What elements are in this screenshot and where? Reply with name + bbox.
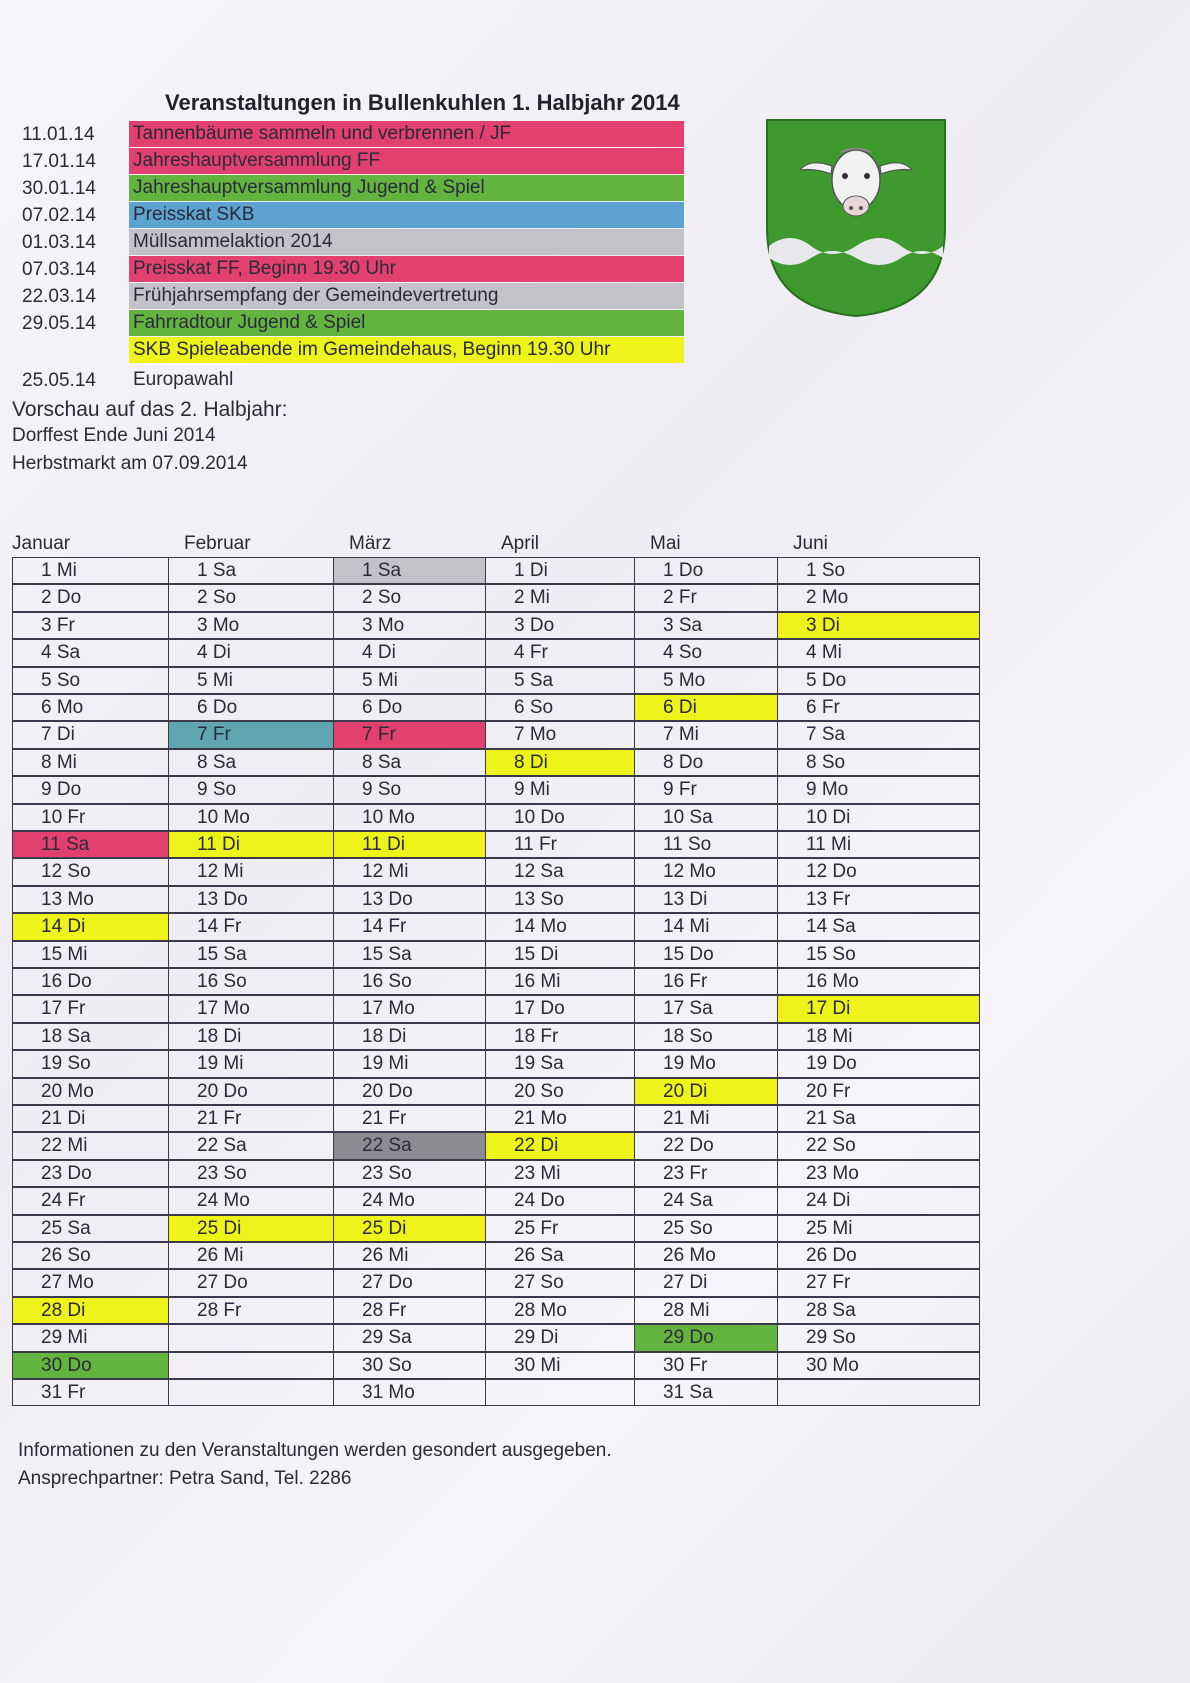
calendar-day-cell: 27 Do (168, 1269, 334, 1296)
event-date: 17.01.14 (22, 151, 96, 172)
calendar-day-cell: 11 Di (168, 831, 334, 858)
calendar-day-cell: 3 Do (485, 612, 635, 639)
calendar-day-cell: 30 Mo (777, 1352, 980, 1379)
calendar-day-cell: 23 Mo (777, 1160, 980, 1187)
calendar-day-cell: 20 So (485, 1078, 635, 1105)
calendar-day-cell: 29 Sa (333, 1324, 486, 1351)
calendar-day-cell: 23 Fr (634, 1160, 778, 1187)
calendar-day-cell: 25 So (634, 1215, 778, 1242)
calendar-day-cell: 11 So (634, 831, 778, 858)
calendar-day-cell: 6 Mo (12, 694, 169, 721)
calendar-day-cell: 18 Mi (777, 1023, 980, 1050)
calendar-day-cell (168, 1324, 334, 1351)
calendar-day-cell (777, 1379, 980, 1406)
calendar-day-cell: 2 Do (12, 584, 169, 611)
calendar-day-cell: 2 So (333, 584, 486, 611)
calendar-day-cell: 5 Mo (634, 667, 778, 694)
calendar-day-cell: 23 So (168, 1160, 334, 1187)
calendar-day-cell: 17 Di (777, 995, 980, 1022)
calendar-day-cell: 11 Mi (777, 831, 980, 858)
calendar-day-cell: 26 So (12, 1242, 169, 1269)
event-text: Fahrradtour Jugend & Spiel (129, 310, 684, 336)
calendar-day-cell: 2 Mo (777, 584, 980, 611)
calendar-day-cell: 29 Do (634, 1324, 778, 1351)
calendar-day-cell: 13 Mo (12, 886, 169, 913)
calendar-day-cell: 29 Di (485, 1324, 635, 1351)
calendar-day-cell: 7 Mi (634, 721, 778, 748)
calendar-day-cell: 7 Sa (777, 721, 980, 748)
calendar-day-cell: 16 Mo (777, 968, 980, 995)
calendar-day-cell: 9 Fr (634, 776, 778, 803)
calendar-day-cell: 14 Di (12, 913, 169, 940)
calendar-day-cell: 8 Do (634, 749, 778, 776)
preview-item: Herbstmarkt am 07.09.2014 (12, 453, 248, 474)
calendar-day-cell: 13 So (485, 886, 635, 913)
calendar-day-cell: 26 Mo (634, 1242, 778, 1269)
calendar-day-cell: 25 Fr (485, 1215, 635, 1242)
calendar-day-cell: 14 Mi (634, 913, 778, 940)
calendar-day-cell: 4 Sa (12, 639, 169, 666)
calendar-day-cell: 3 Di (777, 612, 980, 639)
calendar-day-cell: 14 Fr (168, 913, 334, 940)
calendar-day-cell: 8 Sa (168, 749, 334, 776)
calendar-day-cell: 1 Sa (168, 557, 334, 584)
calendar-day-cell: 10 Do (485, 804, 635, 831)
calendar-day-cell: 12 Sa (485, 858, 635, 885)
event-date: 30.01.14 (22, 178, 96, 199)
event-text: Tannenbäume sammeln und verbrennen / JF (129, 121, 684, 147)
event-row (22, 202, 692, 228)
calendar-day-cell: 26 Sa (485, 1242, 635, 1269)
calendar-day-cell: 1 Do (634, 557, 778, 584)
calendar-day-cell: 30 Mi (485, 1352, 635, 1379)
calendar-day-cell: 8 Mi (12, 749, 169, 776)
calendar-day-cell: 4 Di (168, 639, 334, 666)
calendar-day-cell: 3 Mo (168, 612, 334, 639)
calendar-day-cell: 16 Fr (634, 968, 778, 995)
calendar-day-cell (168, 1379, 334, 1406)
calendar-day-cell: 6 Fr (777, 694, 980, 721)
calendar-day-cell: 5 Mi (168, 667, 334, 694)
calendar-day-cell: 17 Do (485, 995, 635, 1022)
calendar-day-cell: 27 Mo (12, 1269, 169, 1296)
calendar-day-cell: 6 Do (168, 694, 334, 721)
calendar-day-cell: 10 Mo (333, 804, 486, 831)
calendar-day-cell: 18 So (634, 1023, 778, 1050)
calendar-day-cell: 22 Sa (168, 1132, 334, 1159)
calendar-day-cell: 29 Mi (12, 1324, 169, 1351)
calendar-day-cell: 17 Mo (333, 995, 486, 1022)
calendar-day-cell: 2 So (168, 584, 334, 611)
calendar-day-cell: 27 So (485, 1269, 635, 1296)
calendar-day-cell: 27 Do (333, 1269, 486, 1296)
calendar-day-cell: 20 Do (333, 1078, 486, 1105)
calendar-day-cell: 15 So (777, 941, 980, 968)
event-row (22, 367, 692, 393)
calendar-day-cell: 26 Mi (168, 1242, 334, 1269)
calendar-day-cell: 4 Di (333, 639, 486, 666)
coat-of-arms-icon (765, 118, 947, 318)
preview-item: Dorffest Ende Juni 2014 (12, 425, 216, 446)
event-text: SKB Spieleabende im Gemeindehaus, Beginn 19.30 Uhr (129, 337, 684, 363)
calendar-day-cell: 13 Fr (777, 886, 980, 913)
calendar-day-cell: 5 So (12, 667, 169, 694)
calendar-day-cell: 18 Fr (485, 1023, 635, 1050)
calendar-day-cell: 21 Mo (485, 1105, 635, 1132)
calendar-day-cell: 28 Di (12, 1297, 169, 1324)
calendar-day-cell: 22 Mi (12, 1132, 169, 1159)
calendar-day-cell: 20 Mo (12, 1078, 169, 1105)
calendar-day-cell: 18 Sa (12, 1023, 169, 1050)
event-date: 29.05.14 (22, 313, 96, 334)
calendar-day-cell: 18 Di (333, 1023, 486, 1050)
calendar-day-cell: 12 Mi (333, 858, 486, 885)
calendar-day-cell: 20 Fr (777, 1078, 980, 1105)
calendar-day-cell: 12 Do (777, 858, 980, 885)
calendar-day-cell: 26 Mi (333, 1242, 486, 1269)
calendar-day-cell: 16 So (333, 968, 486, 995)
calendar-day-cell: 10 Sa (634, 804, 778, 831)
calendar-day-cell: 12 Mo (634, 858, 778, 885)
calendar-day-cell: 31 Sa (634, 1379, 778, 1406)
event-date: 07.02.14 (22, 205, 96, 226)
calendar-day-cell: 4 Mi (777, 639, 980, 666)
calendar-day-cell: 28 Fr (168, 1297, 334, 1324)
calendar-day-cell: 28 Fr (333, 1297, 486, 1324)
event-row (22, 310, 692, 336)
calendar-day-cell: 7 Mo (485, 721, 635, 748)
calendar-day-cell: 19 Mo (634, 1050, 778, 1077)
calendar-day-cell: 24 Do (485, 1187, 635, 1214)
calendar-day-cell: 24 Mo (333, 1187, 486, 1214)
calendar-day-cell: 27 Di (634, 1269, 778, 1296)
calendar-day-cell: 1 So (777, 557, 980, 584)
calendar-day-cell: 24 Mo (168, 1187, 334, 1214)
calendar-day-cell: 18 Di (168, 1023, 334, 1050)
calendar-day-cell: 6 So (485, 694, 635, 721)
calendar-day-cell: 28 Mi (634, 1297, 778, 1324)
calendar-day-cell: 8 Di (485, 749, 635, 776)
calendar-day-cell: 9 Mi (485, 776, 635, 803)
event-row (22, 337, 692, 363)
calendar-day-cell: 10 Di (777, 804, 980, 831)
event-text: Preisskat FF, Beginn 19.30 Uhr (129, 256, 684, 282)
calendar-day-cell: 4 So (634, 639, 778, 666)
event-date: 11.01.14 (22, 124, 95, 145)
calendar-day-cell: 5 Sa (485, 667, 635, 694)
month-header: Februar (184, 533, 251, 554)
calendar-day-cell: 20 Di (634, 1078, 778, 1105)
calendar-day-cell: 4 Fr (485, 639, 635, 666)
event-date: 22.03.14 (22, 286, 96, 307)
calendar-day-cell: 24 Sa (634, 1187, 778, 1214)
calendar-day-cell: 19 Do (777, 1050, 980, 1077)
calendar-day-cell: 22 Di (485, 1132, 635, 1159)
event-text: Preisskat SKB (129, 202, 684, 228)
event-row (22, 283, 692, 309)
calendar-day-cell: 24 Di (777, 1187, 980, 1214)
calendar-day-cell: 21 Sa (777, 1105, 980, 1132)
calendar-day-cell: 14 Mo (485, 913, 635, 940)
calendar-day-cell: 13 Do (168, 886, 334, 913)
calendar-day-cell: 14 Fr (333, 913, 486, 940)
calendar-day-cell: 20 Do (168, 1078, 334, 1105)
footer-contact: Ansprechpartner: Petra Sand, Tel. 2286 (18, 1468, 352, 1489)
calendar-day-cell: 25 Di (168, 1215, 334, 1242)
event-row (22, 175, 692, 201)
calendar-day-cell: 31 Mo (333, 1379, 486, 1406)
calendar-day-cell: 19 Mi (333, 1050, 486, 1077)
calendar-day-cell: 24 Fr (12, 1187, 169, 1214)
calendar-day-cell: 21 Di (12, 1105, 169, 1132)
calendar-day-cell: 17 Mo (168, 995, 334, 1022)
calendar-day-cell: 8 So (777, 749, 980, 776)
event-date: 01.03.14 (22, 232, 96, 253)
calendar-day-cell: 8 Sa (333, 749, 486, 776)
month-header: Mai (650, 533, 681, 554)
calendar-day-cell: 19 Sa (485, 1050, 635, 1077)
calendar-day-cell: 15 Mi (12, 941, 169, 968)
calendar-day-cell: 25 Sa (12, 1215, 169, 1242)
calendar-day-cell: 28 Sa (777, 1297, 980, 1324)
calendar-day-cell: 17 Sa (634, 995, 778, 1022)
calendar-day-cell: 15 Sa (333, 941, 486, 968)
calendar-day-cell: 16 Mi (485, 968, 635, 995)
event-row (22, 121, 692, 147)
calendar-day-cell: 6 Do (333, 694, 486, 721)
calendar-day-cell: 30 So (333, 1352, 486, 1379)
month-header: Januar (12, 533, 71, 554)
calendar-day-cell: 1 Mi (12, 557, 169, 584)
calendar-day-cell: 30 Fr (634, 1352, 778, 1379)
page-title: Veranstaltungen in Bullenkuhlen 1. Halbjahr 2014 (165, 90, 680, 115)
calendar-day-cell: 3 Sa (634, 612, 778, 639)
calendar-day-cell: 22 Sa (333, 1132, 486, 1159)
calendar-day-cell: 2 Mi (485, 584, 635, 611)
calendar-day-cell: 6 Di (634, 694, 778, 721)
calendar-day-cell: 10 Fr (12, 804, 169, 831)
event-text: Müllsammelaktion 2014 (129, 229, 684, 255)
calendar-day-cell: 28 Mo (485, 1297, 635, 1324)
calendar-day-cell (168, 1352, 334, 1379)
calendar-day-cell: 21 Fr (333, 1105, 486, 1132)
event-text: Jahreshauptversammlung FF (129, 148, 684, 174)
calendar-day-cell: 7 Di (12, 721, 169, 748)
calendar-day-cell: 23 Mi (485, 1160, 635, 1187)
calendar-day-cell: 5 Mi (333, 667, 486, 694)
calendar-day-cell: 25 Di (333, 1215, 486, 1242)
event-date: 25.05.14 (22, 370, 96, 391)
calendar-day-cell: 17 Fr (12, 995, 169, 1022)
calendar-day-cell: 15 Sa (168, 941, 334, 968)
calendar-day-cell: 15 Do (634, 941, 778, 968)
calendar-day-cell: 15 Di (485, 941, 635, 968)
calendar-day-cell: 21 Mi (634, 1105, 778, 1132)
calendar-day-cell: 25 Mi (777, 1215, 980, 1242)
calendar-day-cell: 11 Fr (485, 831, 635, 858)
calendar-day-cell: 27 Fr (777, 1269, 980, 1296)
calendar-day-cell: 16 Do (12, 968, 169, 995)
calendar-day-cell: 7 Fr (168, 721, 334, 748)
footer-info: Informationen zu den Veranstaltungen werden gesondert ausgegeben. (18, 1440, 612, 1461)
calendar-day-cell: 23 Do (12, 1160, 169, 1187)
calendar-day-cell: 11 Di (333, 831, 486, 858)
event-text: Jahreshauptversammlung Jugend & Spiel (129, 175, 684, 201)
calendar-day-cell: 21 Fr (168, 1105, 334, 1132)
month-header: Juni (793, 533, 828, 554)
month-header: März (349, 533, 392, 554)
calendar-day-cell: 9 Do (12, 776, 169, 803)
calendar-day-cell: 3 Mo (333, 612, 486, 639)
calendar-day-cell: 13 Do (333, 886, 486, 913)
calendar-day-cell: 31 Fr (12, 1379, 169, 1406)
event-date: 07.03.14 (22, 259, 96, 280)
calendar-day-cell: 1 Sa (333, 557, 486, 584)
calendar-day-cell: 16 So (168, 968, 334, 995)
calendar-day-cell (485, 1379, 635, 1406)
month-header: April (501, 533, 540, 554)
calendar-day-cell: 12 Mi (168, 858, 334, 885)
event-text: Frühjahrsempfang der Gemeindevertretung (129, 283, 684, 309)
calendar-day-cell: 5 Do (777, 667, 980, 694)
event-row (22, 148, 692, 174)
calendar-day-cell: 30 Do (12, 1352, 169, 1379)
calendar-day-cell: 29 So (777, 1324, 980, 1351)
calendar-day-cell: 19 So (12, 1050, 169, 1077)
preview-title: Vorschau auf das 2. Halbjahr: (12, 398, 288, 421)
calendar-day-cell: 13 Di (634, 886, 778, 913)
calendar-day-cell: 23 So (333, 1160, 486, 1187)
calendar-day-cell: 9 Mo (777, 776, 980, 803)
event-row (22, 256, 692, 282)
calendar-day-cell: 19 Mi (168, 1050, 334, 1077)
calendar-day-cell: 22 So (777, 1132, 980, 1159)
calendar-day-cell: 1 Di (485, 557, 635, 584)
calendar-day-cell: 22 Do (634, 1132, 778, 1159)
event-text: Europawahl (133, 369, 234, 390)
calendar-day-cell: 7 Fr (333, 721, 486, 748)
calendar-day-cell: 26 Do (777, 1242, 980, 1269)
calendar-day-cell: 14 Sa (777, 913, 980, 940)
calendar-day-cell: 12 So (12, 858, 169, 885)
calendar-day-cell: 11 Sa (12, 831, 169, 858)
calendar-day-cell: 10 Mo (168, 804, 334, 831)
event-row (22, 229, 692, 255)
calendar-day-cell: 3 Fr (12, 612, 169, 639)
calendar-day-cell: 9 So (333, 776, 486, 803)
calendar-day-cell: 9 So (168, 776, 334, 803)
calendar-day-cell: 2 Fr (634, 584, 778, 611)
